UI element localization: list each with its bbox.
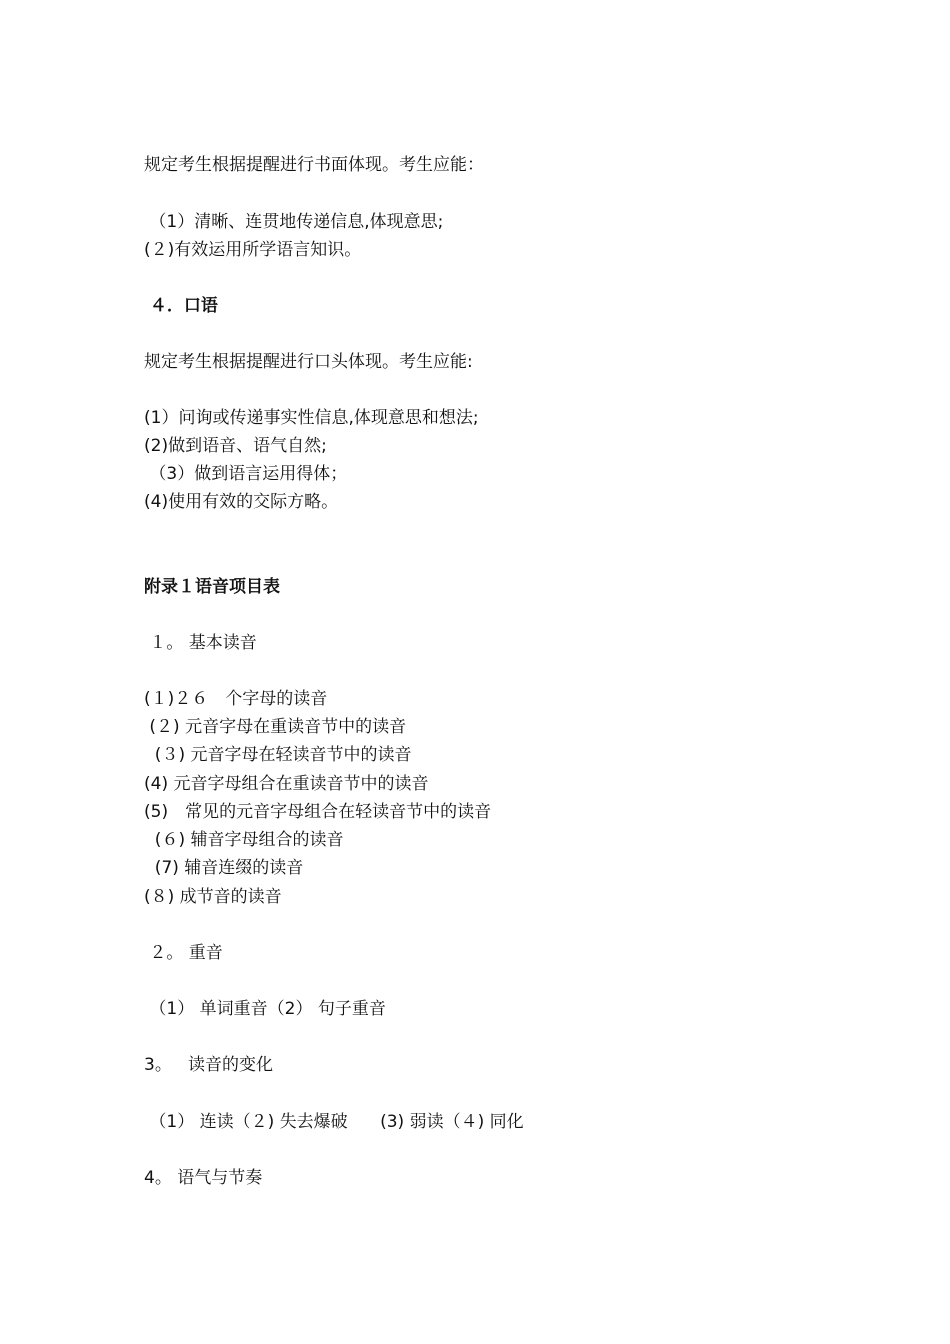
basic-item-3: (３) 元音字母在轻读音节中的读音	[144, 745, 412, 765]
basic-item-2: (２) 元音字母在重读音节中的读音	[144, 717, 407, 737]
stress-heading: ２。 重音	[144, 943, 223, 963]
speaking-heading: ４．口语	[144, 296, 218, 316]
basic-item-1: (１)２６ 个字母的读音	[144, 689, 328, 709]
speaking-item-4: (4)使用有效的交际方略。	[144, 492, 339, 512]
basic-item-4: (4) 元音字母组合在重读音节中的读音	[144, 774, 429, 794]
intonation-heading: 4。 语气与节奏	[144, 1168, 263, 1188]
change-items: （1） 连读（２) 失去爆破 (3) 弱读（４) 同化	[144, 1112, 524, 1132]
speaking-item-3: （3）做到语言运用得体；	[144, 464, 348, 484]
speaking-intro: 规定考生根据提醒进行口头体现。考生应能:	[144, 352, 473, 372]
speaking-item-1: (1）问询或传递事实性信息,体现意思和想法;	[144, 408, 479, 428]
speaking-item-2: (2)做到语音、语气自然;	[144, 436, 327, 456]
basic-heading: １。 基本读音	[144, 633, 257, 653]
change-heading: 3。 读音的变化	[144, 1055, 274, 1075]
writing-intro: 规定考生根据提醒进行书面体现。考生应能：	[144, 155, 484, 175]
stress-items: （1） 单词重音（2） 句子重音	[144, 999, 386, 1019]
writing-item-2: (２)有效运用所学语言知识。	[144, 240, 362, 260]
basic-item-6: (６) 辅音字母组合的读音	[144, 830, 344, 850]
basic-item-8: (８) 成节音的读音	[144, 887, 282, 907]
appendix-title: 附录１语音项目表	[144, 577, 280, 597]
basic-item-7: (7) 辅音连缀的读音	[144, 858, 304, 878]
basic-item-5: (5) 常见的元音字母组合在轻读音节中的读音	[144, 802, 492, 822]
writing-item-1: （1）清晰、连贯地传递信息,体现意思;	[144, 212, 444, 232]
